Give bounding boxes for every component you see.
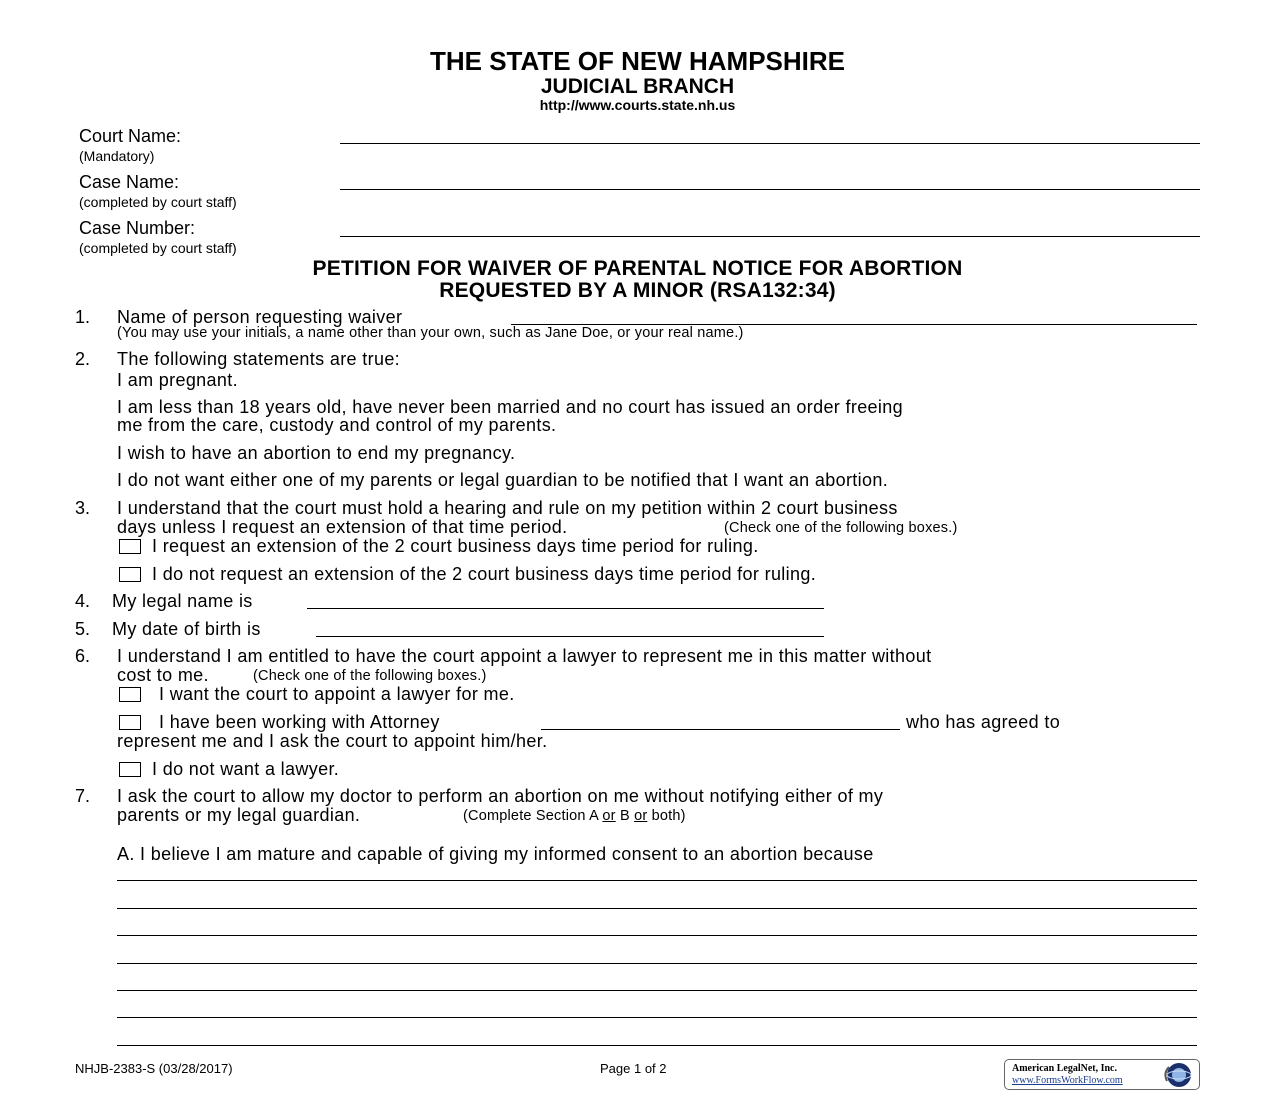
legal-name-field[interactable] xyxy=(307,608,824,609)
case-name-note: (completed by court staff) xyxy=(79,194,237,210)
item-3-number: 3. xyxy=(75,498,91,518)
form-id: NHJB-2383-S (03/28/2017) xyxy=(75,1061,233,1076)
court-name-label: Court Name: xyxy=(79,126,182,146)
statement-abortion: I wish to have an abortion to end my pregnancy. xyxy=(117,443,516,463)
petition-title-line1: PETITION FOR WAIVER OF PARENTAL NOTICE FOR ABORTION xyxy=(312,257,963,280)
item-6-line1: I understand I am entitled to have the court appoint a lawyer to represent me in this matter without xyxy=(117,646,932,666)
no-lawyer-label: I do not want a lawyer. xyxy=(152,759,340,779)
existing-attorney-label-cont: who has agreed to xyxy=(906,712,1061,732)
existing-attorney-label: I have been working with Attorney xyxy=(159,712,440,732)
item-6-number: 6. xyxy=(75,646,91,666)
item-7-note: (Complete Section A or B or both) xyxy=(463,808,686,824)
branch-heading: JUDICIAL BRANCH xyxy=(540,75,735,98)
court-name-note: (Mandatory) xyxy=(79,148,155,164)
statement-pregnant: I am pregnant. xyxy=(117,370,238,390)
birth-date-label: My date of birth is xyxy=(112,619,261,639)
appoint-lawyer-checkbox[interactable] xyxy=(119,687,141,702)
reason-line-3[interactable] xyxy=(117,935,1197,936)
item-3-note: (Check one of the following boxes.) xyxy=(724,520,958,536)
case-number-label: Case Number: xyxy=(79,218,196,238)
item-5-number: 5. xyxy=(75,619,91,639)
reason-line-2[interactable] xyxy=(117,908,1197,909)
legal-name-label: My legal name is xyxy=(112,591,253,611)
publisher-logo[interactable] xyxy=(1004,1059,1200,1090)
petition-title-line2: REQUESTED BY A MINOR (RSA132:34) xyxy=(439,279,836,302)
court-name-field[interactable] xyxy=(340,143,1200,144)
case-number-note: (completed by court staff) xyxy=(79,240,237,256)
case-number-field[interactable] xyxy=(340,236,1200,237)
globe-icon xyxy=(1159,1061,1197,1089)
state-heading: THE STATE OF NEW HAMPSHIRE xyxy=(429,46,846,76)
logo-name: American LegalNet, Inc. xyxy=(1012,1063,1117,1074)
item-7-number: 7. xyxy=(75,786,91,806)
no-extension-checkbox[interactable] xyxy=(119,567,141,582)
reason-line-5[interactable] xyxy=(117,990,1197,991)
item-6-note: (Check one of the following boxes.) xyxy=(253,668,487,684)
statement-no-notice: I do not want either one of my parents or legal guardian to be notified that I want an abortion. xyxy=(117,470,889,490)
court-url: http://www.courts.state.nh.us xyxy=(539,97,736,113)
item-1-text: Name of person requesting waiver xyxy=(117,307,403,327)
birth-date-field[interactable] xyxy=(316,636,824,637)
item-2-number: 2. xyxy=(75,349,91,369)
existing-attorney-label-line2: represent me and I ask the court to appoint him/her. xyxy=(117,731,548,751)
request-extension-label: I request an extension of the 2 court business days time period for ruling. xyxy=(152,536,759,556)
item-2-intro: The following statements are true: xyxy=(117,349,401,369)
no-lawyer-checkbox[interactable] xyxy=(119,762,141,777)
case-name-label: Case Name: xyxy=(79,172,180,192)
reason-line-1[interactable] xyxy=(117,880,1197,881)
existing-attorney-checkbox[interactable] xyxy=(119,715,141,730)
attorney-name-field[interactable] xyxy=(541,729,900,730)
reason-line-4[interactable] xyxy=(117,963,1197,964)
item-6-line2: cost to me. xyxy=(117,665,209,685)
request-extension-checkbox[interactable] xyxy=(119,539,141,554)
statement-age-line2: me from the care, custody and control of my parents. xyxy=(117,415,557,435)
item-1-number: 1. xyxy=(75,307,91,327)
item-7-line2: parents or my legal guardian. xyxy=(117,805,361,825)
page-number: Page 1 of 2 xyxy=(600,1061,667,1076)
reason-line-6[interactable] xyxy=(117,1017,1197,1018)
section-a-text: A. I believe I am mature and capable of giving my informed consent to an abortion because xyxy=(117,844,874,864)
item-7-line1: I ask the court to allow my doctor to perform an abortion on me without notifying either of my xyxy=(117,786,884,806)
item-3-line2: days unless I request an extension of that time period. xyxy=(117,517,568,537)
statement-age-line1: I am less than 18 years old, have never been married and no court has issued an order freeing xyxy=(117,397,903,417)
item-1-note: (You may use your initials, a name other than your own, such as Jane Doe, or your real name.) xyxy=(117,325,744,341)
item-3-line1: I understand that the court must hold a hearing and rule on my petition within 2 court business xyxy=(117,498,898,518)
reason-line-7[interactable] xyxy=(117,1045,1197,1046)
appoint-lawyer-label: I want the court to appoint a lawyer for me. xyxy=(159,684,515,704)
item-4-number: 4. xyxy=(75,591,91,611)
logo-url: www.FormsWorkFlow.com xyxy=(1012,1075,1123,1086)
case-name-field[interactable] xyxy=(340,189,1200,190)
no-extension-label: I do not request an extension of the 2 court business days time period for ruling. xyxy=(152,564,817,584)
